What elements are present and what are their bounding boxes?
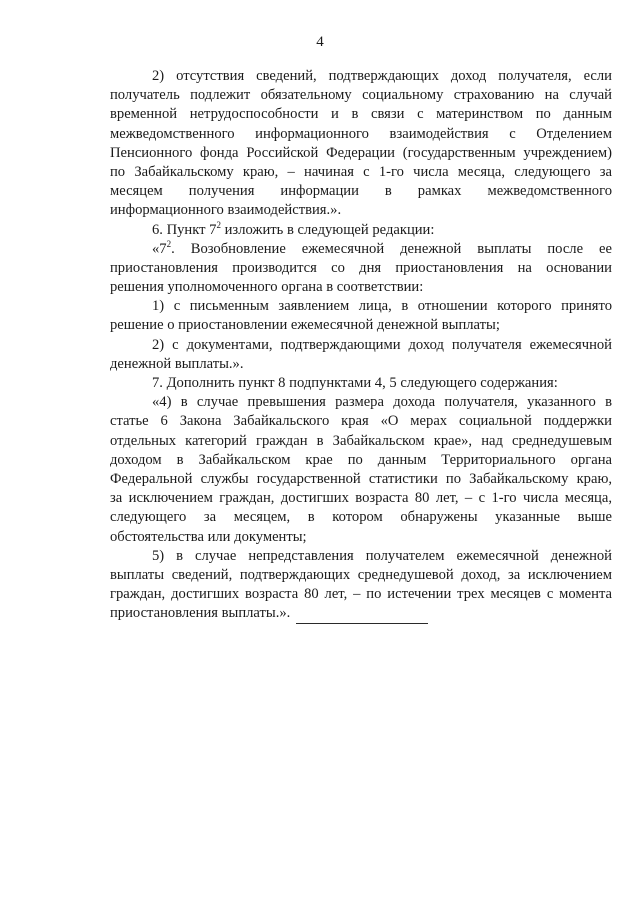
text-line bbox=[110, 240, 612, 259]
document-body bbox=[110, 67, 612, 623]
text-line: 2) отсутствия сведений, подтверждающих доход получателя, если bbox=[152, 68, 612, 84]
text-line: обстоятельства или документы; bbox=[110, 528, 307, 545]
text-line: отдельных категорий граждан в Забайкальском крае», над среднедушевым bbox=[110, 432, 612, 449]
text-line: временной нетрудоспособности и в связи с материнством по данным bbox=[110, 106, 612, 123]
text-fragment: изложить в следующей редакции: bbox=[220, 221, 435, 238]
text-line: 2) с документами, подтверждающими доход получателя ежемесячной bbox=[152, 336, 612, 353]
text-line: статье 6 Закона Забайкальского края «О мерах социальной поддержки bbox=[110, 413, 612, 430]
text-line: 1) с письменным заявлением лица, в отношении которого принято bbox=[152, 298, 612, 315]
text-line: информационного взаимодействия.». bbox=[110, 202, 342, 219]
text-fragment: «7 bbox=[152, 240, 167, 257]
superscript: 2 bbox=[216, 219, 221, 230]
text-line: следующего за месяцем, в котором обнаружены указанные выше bbox=[110, 509, 612, 526]
text-fragment: . Возобновление ежемесячной денежной выплаты после ее bbox=[171, 240, 612, 257]
text-line: доходом в Забайкальском крае по данным Территориального органа bbox=[110, 451, 612, 468]
text-line: за исключением граждан, достигших возраста 80 лет, – с 1-го числа месяца, bbox=[110, 490, 612, 507]
text-line: приостановления выплаты.». bbox=[110, 605, 291, 622]
end-divider-line bbox=[296, 623, 428, 624]
text-line: месяцем получения информации в рамках межведомственного bbox=[110, 183, 612, 200]
text-fragment: 6. Пункт 7 bbox=[152, 221, 217, 238]
superscript: 2 bbox=[166, 238, 172, 249]
page-number: 4 bbox=[316, 34, 324, 50]
text-line bbox=[110, 221, 612, 240]
text-line: 5) в случае непредставления получателем ежемесячной денежной bbox=[152, 547, 612, 564]
text-line: выплаты сведений, подтверждающих среднедушевой доход, за исключением bbox=[110, 566, 612, 583]
text-line: приостановления производится со дня приостановления на основании bbox=[110, 259, 612, 276]
text-line: «4) в случае превышения размера дохода получателя, указанного в bbox=[152, 394, 612, 411]
text-line: Пенсионного фонда Российской Федерации (государственным учреждением) bbox=[110, 144, 612, 161]
text-line: решения уполномоченного органа в соответствии: bbox=[110, 279, 424, 296]
text-line: 7. Дополнить пункт 8 подпунктами 4, 5 следующего содержания: bbox=[152, 375, 558, 391]
text-line: получатель подлежит обязательному социальному страхованию на случай bbox=[110, 87, 612, 104]
text-line: решение о приостановлении ежемесячной денежной выплаты; bbox=[110, 317, 500, 334]
text-line: Федеральной службы государственной статистики по Забайкальскому краю, bbox=[110, 470, 612, 487]
text-line: граждан, достигших возраста 80 лет, – по истечении трех месяцев с момента bbox=[110, 586, 612, 603]
text-line: межведомственного информационного взаимодействия с Отделением bbox=[110, 125, 612, 142]
text-line: по Забайкальскому краю, – начиная с 1-го числа месяца, следующего за bbox=[110, 163, 612, 180]
text-line: денежной выплаты.». bbox=[110, 355, 244, 372]
